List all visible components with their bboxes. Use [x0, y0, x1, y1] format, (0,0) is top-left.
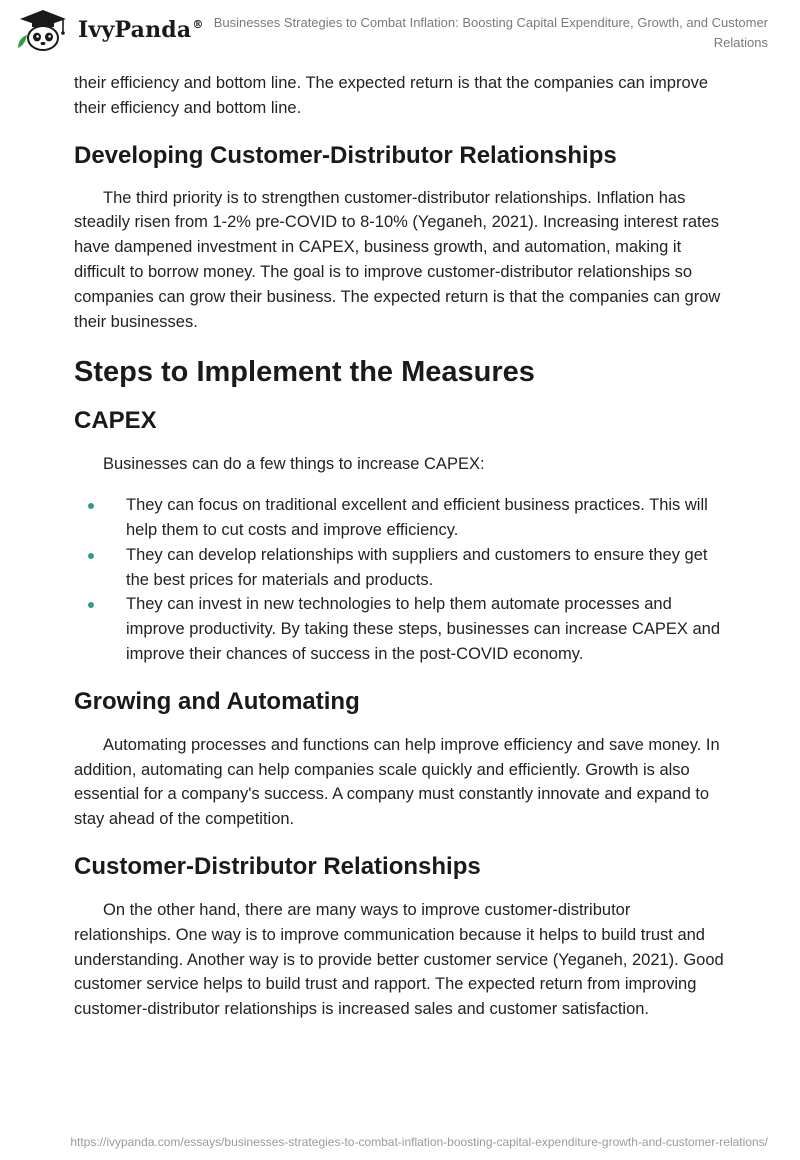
page-header — [0, 0, 800, 60]
source-url[interactable]: https://ivypanda.com/essays/businesses-strategies-to-combat-inflation-boosting-capital-expenditure-growth-and-customer-relations/ — [70, 1135, 768, 1149]
panda-graduate-icon — [14, 8, 72, 52]
bullet-dot-icon — [88, 602, 94, 608]
heading-capex: CAPEX — [74, 407, 157, 435]
list-item: They can focus on traditional excellent and efficient business practices. This will help them to cut costs and improve efficiency. — [74, 493, 726, 543]
heading-customer-distributor-relationships: Customer-Distributor Relationships — [74, 852, 481, 880]
paragraph-customer-distributor: The third priority is to strengthen customer-distributor relationships. Inflation has steadily risen from 1-2% pre-COVID to 8-10% (Yeganeh, 2021). Increasing interest rates have dampened investment in CAPEX, business growth, and automation, making it difficult to borrow money. The goal is to improve customer-distributor relationships so companies can grow their business. The expected return is that the companies can grow their businesses. — [74, 188, 721, 331]
heading-steps-to-implement: Steps to Implement the Measures — [74, 356, 535, 389]
bullet-dot-icon — [88, 553, 94, 559]
document-title: Businesses Strategies to Combat Inflation: Boosting Capital Expenditure, Growth, and Customer Relations — [213, 15, 768, 50]
paragraph-customer-distributor-relationships: On the other hand, there are many ways to improve customer-distributor relationships. One way is to improve communication because it helps to build trust and understanding. Another way is to provide better customer service (Yeganeh, 2021). Good customer service helps to build trust and rapport. The expected return from improving customer-distributor relationships is increased sales and customer satisfaction. — [74, 900, 724, 1019]
article-body — [74, 71, 726, 1022]
paragraph-growing-automating: Automating processes and functions can help improve efficiency and save money. In addition, automating can help companies scale quickly and efficiently. Growth is also essential for a company's success. A company must constantly innovate and expand to stay ahead of the competition. — [74, 735, 720, 829]
capex-bullet-list — [74, 493, 726, 667]
ivypanda-logo[interactable] — [14, 8, 204, 52]
bullet-dot-icon — [88, 503, 94, 509]
heading-growing-automating: Growing and Automating — [74, 687, 360, 715]
list-item: They can develop relationships with suppliers and customers to ensure they get the best prices for materials and products. — [74, 543, 726, 593]
logo-wordmark: IvyPanda® — [78, 17, 204, 43]
heading-developing-customer-distributor: Developing Customer-Distributor Relationships — [74, 141, 617, 169]
capex-lead: Businesses can do a few things to increase CAPEX: — [103, 455, 485, 474]
intro-paragraph: their efficiency and bottom line. The expected return is that the companies can improve their efficiency and bottom line. — [74, 74, 709, 117]
list-item: They can invest in new technologies to help them automate processes and improve productivity. By taking these steps, businesses can increase CAPEX and improve their chances of success in the post-COVID economy. — [74, 592, 726, 666]
